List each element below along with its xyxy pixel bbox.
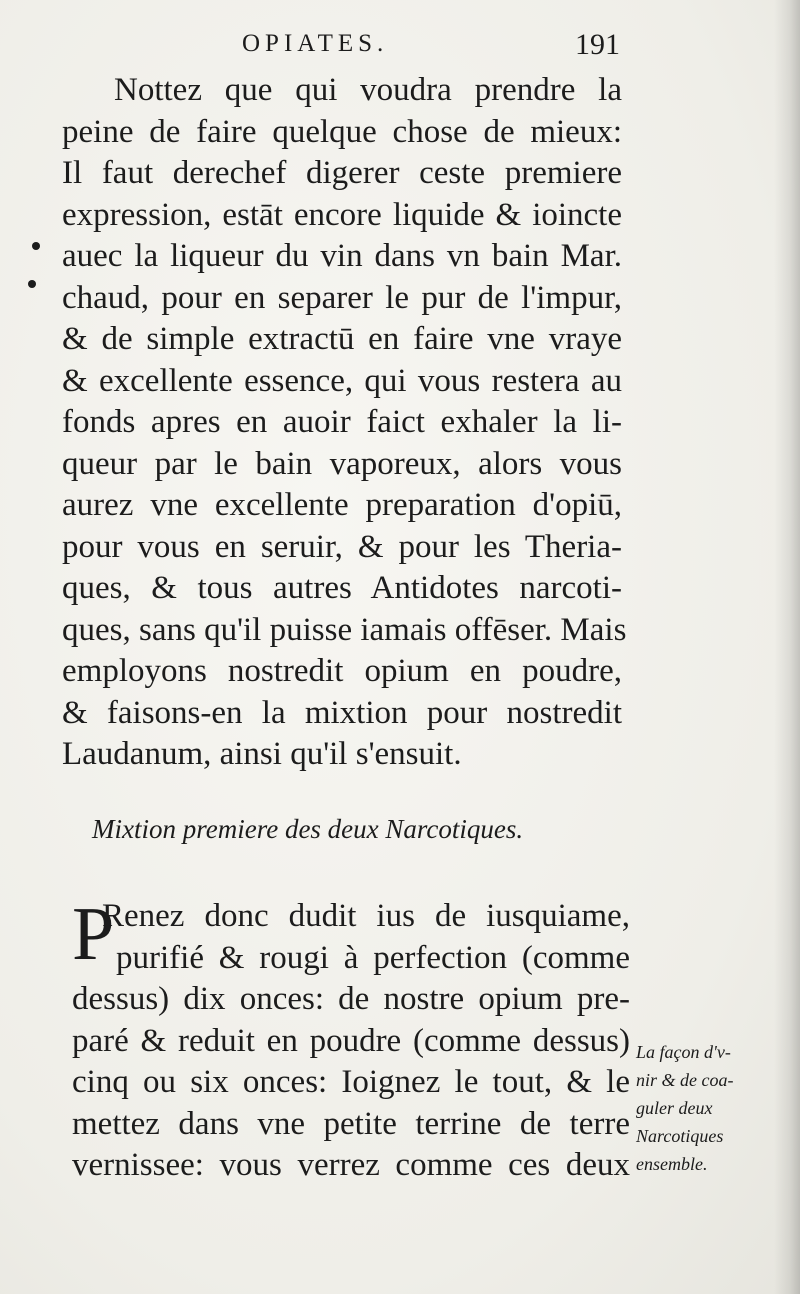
drop-cap: P	[72, 892, 115, 976]
paragraph-line: Il faut derechef digerer ceste premiere	[62, 155, 622, 191]
recipe-line: vernissee: vous verrez comme ces deux	[72, 1147, 630, 1183]
paragraph-line: queur par le bain vaporeux, alors vous	[62, 445, 622, 482]
marginal-line: La façon d'v-	[636, 1042, 731, 1062]
recipe-paragraph	[72, 892, 630, 1187]
paragraph-line: Laudanum, ainsi qu'il s'ensuit.	[62, 736, 462, 772]
recipe-line: purifié & rougi à perfection (comme	[116, 939, 630, 976]
paragraph-line: ques, sans qu'il puisse iamais offēser. Mais	[62, 611, 627, 648]
marginal-line: guler deux	[636, 1098, 713, 1118]
page-number: 191	[575, 28, 620, 61]
recipe-line: paré & reduit en poudre (comme dessus)	[72, 1022, 630, 1059]
paragraph-line: ques, & tous autres Antidotes narcoti-	[62, 570, 622, 606]
paragraph-line: & excellente essence, qui vous restera au	[62, 362, 622, 399]
paragraph-line: Nottez que qui voudra prendre la	[114, 72, 622, 108]
paragraph-line: chaud, pour en separer le pur de l'impur,	[62, 279, 622, 316]
marginal-line: nir & de coa-	[636, 1070, 734, 1090]
paragraph-line: auec la liqueur du vin dans vn bain Mar.	[62, 238, 622, 274]
marginal-line: ensemble.	[636, 1154, 708, 1174]
marginal-note	[636, 1038, 786, 1178]
marginal-line: Narcotiques	[636, 1126, 724, 1146]
margin-dot	[28, 280, 36, 288]
recipe-line: Renez donc dudit ius de iusquiame,	[102, 898, 630, 934]
recipe-line: dessus) dix onces: de nostre opium pre-	[72, 981, 630, 1017]
paragraph-line: pour vous en seruir, & pour les Theria-	[62, 528, 622, 565]
paragraph-line: aurez vne excellente preparation d'opiū,	[62, 487, 622, 523]
paragraph-line: fonds apres en auoir faict exhaler la li-	[62, 404, 622, 440]
paragraph-line: employons nostredit opium en poudre,	[62, 653, 622, 689]
section-heading: Mixtion premiere des deux Narcotiques.	[92, 814, 524, 844]
paragraph-line: & faisons-en la mixtion pour nostredit	[62, 694, 622, 731]
paragraph-line: peine de faire quelque chose de mieux:	[62, 113, 622, 150]
paragraph-line: expression, estāt encore liquide & ioincte	[62, 196, 622, 233]
running-title: OPIATES.	[242, 30, 389, 57]
margin-dot	[32, 242, 40, 250]
main-paragraph	[62, 70, 627, 776]
paragraph-line: & de simple extractū en faire vne vraye	[62, 321, 622, 357]
recipe-line: cinq ou six onces: Ioignez le tout, & le	[72, 1064, 630, 1100]
recipe-line: mettez dans vne petite terrine de terre	[72, 1105, 630, 1142]
page-header	[60, 28, 620, 68]
